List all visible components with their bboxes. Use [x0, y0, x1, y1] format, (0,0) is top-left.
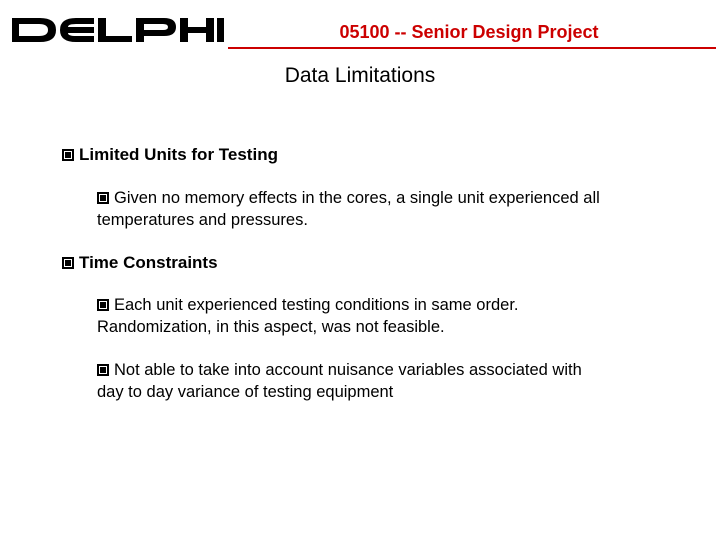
- header-title: 05100 -- Senior Design Project: [339, 22, 599, 42]
- slide-title: Data Limitations: [284, 64, 436, 87]
- subbullet-text-line1: Each unit experienced testing conditions in same order.: [114, 296, 519, 314]
- header-divider: [228, 47, 716, 49]
- checkbox-square-icon: [97, 299, 109, 311]
- checkbox-square-icon: [97, 192, 109, 204]
- bullet-text: Time Constraints: [79, 253, 218, 272]
- subbullet-text-line2: day to day variance of testing equipment: [97, 383, 394, 401]
- checkbox-square-icon: [62, 149, 74, 161]
- subbullet-item: [97, 294, 677, 338]
- subbullet-text-line1: Not able to take into account nuisance variables associated with: [114, 361, 582, 379]
- bullet-item-time-constraints: [62, 253, 218, 273]
- subbullet-item: [97, 187, 677, 231]
- bullet-item-limited-units: [62, 145, 278, 165]
- subbullet-text-line2: Randomization, in this aspect, was not feasible.: [97, 318, 445, 336]
- bullet-text: Limited Units for Testing: [79, 145, 278, 164]
- delphi-logo: [10, 14, 224, 46]
- subbullet-text-line2: temperatures and pressures.: [97, 211, 308, 229]
- subbullet-text-line1: Given no memory effects in the cores, a single unit experienced all: [114, 189, 600, 207]
- checkbox-square-icon: [62, 257, 74, 269]
- subbullet-item: [97, 359, 677, 403]
- checkbox-square-icon: [97, 364, 109, 376]
